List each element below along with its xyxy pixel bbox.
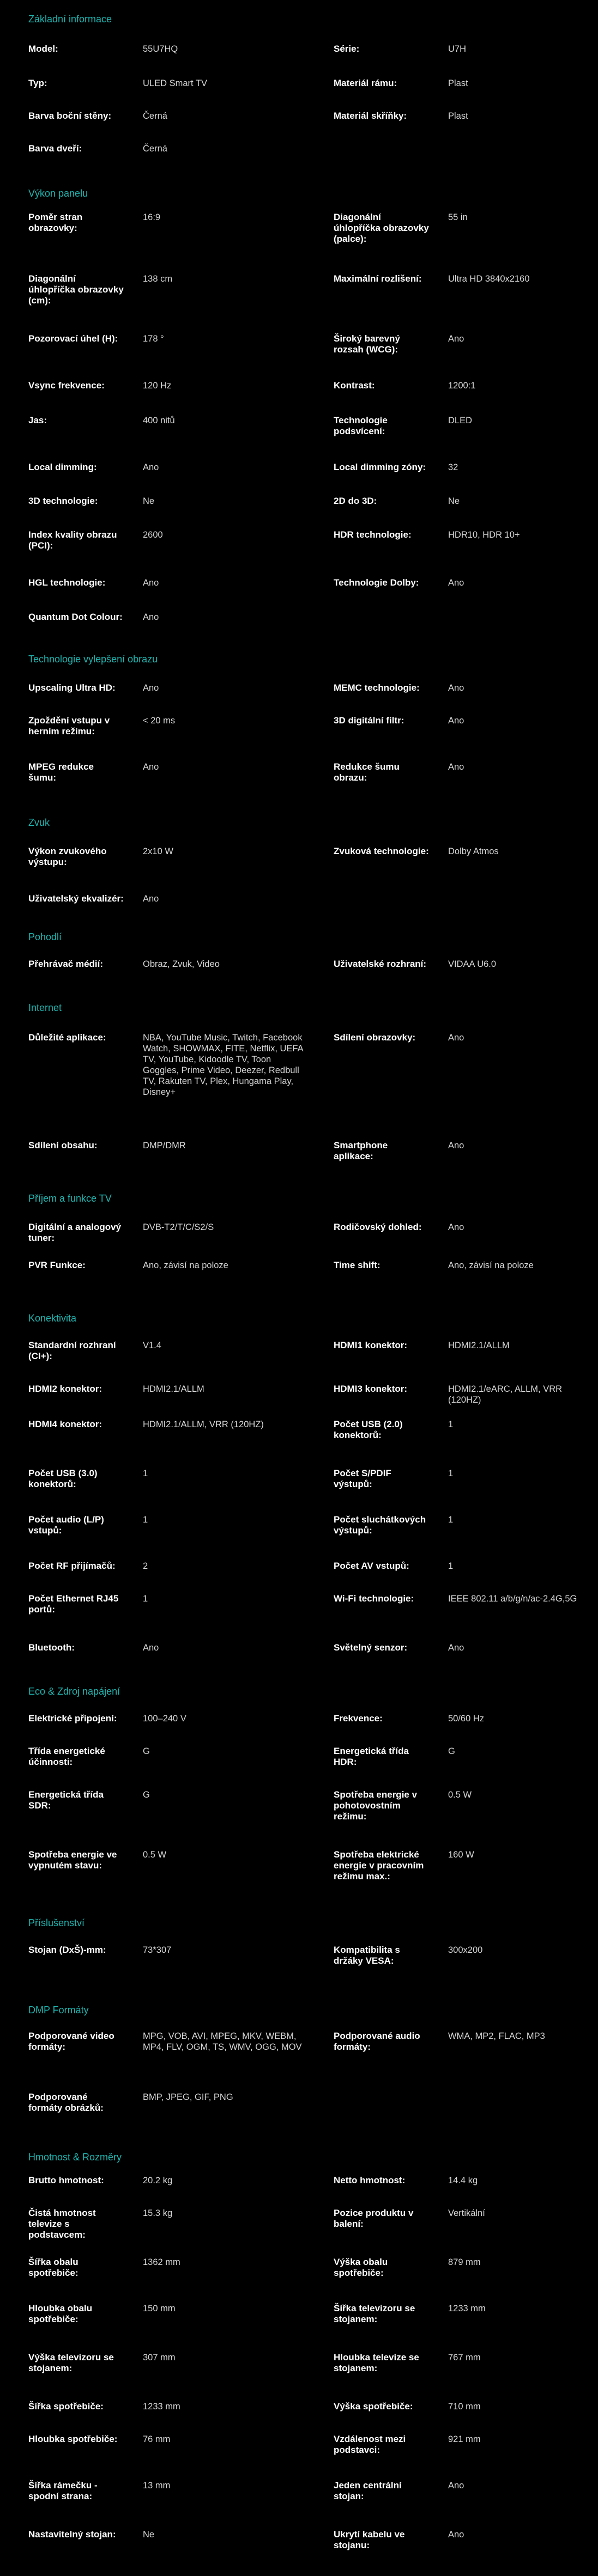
spec-value: 1362 mm xyxy=(143,2257,180,2267)
spec-label: Výška obalu spotřebiče: xyxy=(334,2257,388,2278)
spec-value: HDMI2.1/ALLM xyxy=(448,1341,510,1350)
spec-value: 20.2 kg xyxy=(143,2176,173,2185)
spec-value: 138 cm xyxy=(143,274,173,284)
spec-label: PVR Funkce: xyxy=(28,1260,86,1270)
spec-label: Barva boční stěny: xyxy=(28,111,112,121)
spec-label: Ukrytí kabelu ve stojanu: xyxy=(334,2529,405,2550)
spec-value: G xyxy=(143,1790,150,1800)
spec-label: Široký barevný rozsah (WCG): xyxy=(334,333,400,355)
spec-label: Kontrast: xyxy=(334,380,375,391)
spec-value: Plast xyxy=(448,111,468,121)
spec-label: Zpoždění vstupu v herním režimu: xyxy=(28,715,110,736)
section-title: Výkon panelu xyxy=(28,188,88,199)
section-title: Pohodlí xyxy=(28,931,62,942)
spec-value: ULED Smart TV xyxy=(143,78,207,88)
spec-value: Ano, závisí na poloze xyxy=(448,1260,534,1270)
spec-value: BMP, JPEG, GIF, PNG xyxy=(143,2092,233,2102)
spec-label: Energetická třída SDR: xyxy=(28,1789,104,1811)
spec-value: 0.5 W xyxy=(143,1850,167,1860)
spec-value: Vertikální xyxy=(448,2208,485,2218)
spec-label: HDMI1 konektor: xyxy=(334,1340,408,1350)
spec-label: Uživatelské rozhraní: xyxy=(334,959,427,969)
spec-label: Quantum Dot Colour: xyxy=(28,612,123,622)
spec-value: 300x200 xyxy=(448,1945,483,1955)
spec-value: 307 mm xyxy=(143,2353,176,2362)
spec-value: 100–240 V xyxy=(143,1714,186,1724)
spec-value: IEEE 802.11 a/b/g/n/ac-2.4G,5G xyxy=(448,1594,577,1604)
spec-value: 0.5 W xyxy=(448,1790,472,1800)
spec-label: Počet S/PDIF výstupů: xyxy=(334,1468,391,1489)
spec-label: Vzdálenost mezi podstavci: xyxy=(334,2434,406,2455)
spec-label: Šířka rámečku - spodní strana: xyxy=(28,2480,98,2501)
spec-label: Šířka obalu spotřebiče: xyxy=(28,2257,78,2278)
spec-value: Ano xyxy=(448,683,464,693)
spec-value: G xyxy=(143,1746,150,1756)
spec-value: Ultra HD 3840x2160 xyxy=(448,274,530,284)
spec-label: Redukce šumu obrazu: xyxy=(334,762,400,783)
spec-label: Počet Ethernet RJ45 portů: xyxy=(28,1593,119,1615)
spec-value: Ne xyxy=(448,496,460,506)
spec-value: Ano xyxy=(143,683,159,693)
spec-label: Série: xyxy=(334,44,360,54)
section-title: Základní informace xyxy=(28,14,112,25)
spec-value: Ano xyxy=(448,1643,464,1653)
spec-label: 3D technologie: xyxy=(28,496,98,506)
spec-label: Frekvence: xyxy=(334,1713,383,1724)
spec-value: Ano xyxy=(448,334,464,344)
spec-label: Upscaling Ultra HD: xyxy=(28,683,116,693)
spec-label: Šířka spotřebiče: xyxy=(28,2401,104,2411)
spec-label: Digitální a analogový tuner: xyxy=(28,1222,122,1243)
spec-value: Ne xyxy=(143,496,155,506)
spec-value: Černá xyxy=(143,111,167,121)
spec-label: HDR technologie: xyxy=(334,529,412,540)
section-title: Internet xyxy=(28,1002,62,1013)
spec-label: Nastavitelný stojan: xyxy=(28,2529,116,2540)
spec-value: HDMI2.1/ALLM xyxy=(143,1384,204,1394)
spec-label: Zvuková technologie: xyxy=(334,846,429,856)
spec-value: Dolby Atmos xyxy=(448,847,499,856)
spec-label: Spotřeba energie ve vypnutém stavu: xyxy=(28,1849,117,1871)
spec-label: Podporované video formáty: xyxy=(28,2031,114,2052)
spec-value: WMA, MP2, FLAC, MP3 xyxy=(448,2031,545,2041)
spec-label: 3D digitální filtr: xyxy=(334,715,404,726)
spec-label: Hloubka spotřebiče: xyxy=(28,2434,118,2444)
spec-label: Podporované audio formáty: xyxy=(334,2031,420,2052)
section-title: Příjem a funkce TV xyxy=(28,1193,112,1204)
spec-value: 879 mm xyxy=(448,2257,481,2267)
spec-value: Ano xyxy=(448,1033,464,1043)
spec-value: Ano xyxy=(448,578,464,588)
spec-label: Local dimming zóny: xyxy=(334,462,426,472)
spec-value: 16:9 xyxy=(143,212,161,222)
spec-value: 921 mm xyxy=(448,2434,481,2444)
spec-value: 55 in xyxy=(448,212,468,222)
spec-label: Poměr stran obrazovky: xyxy=(28,212,83,233)
spec-label: Čistá hmotnost televize s podstavcem: xyxy=(28,2208,96,2240)
spec-value: 1200:1 xyxy=(448,381,476,391)
spec-value: 1233 mm xyxy=(143,2402,180,2411)
spec-label: Stojan (DxŠ)-mm: xyxy=(28,1945,106,1955)
spec-value: Ano xyxy=(448,1141,464,1150)
section-title: Eco & Zdroj napájení xyxy=(28,1686,120,1697)
spec-label: Typ: xyxy=(28,78,47,88)
spec-value: Ano xyxy=(448,716,464,726)
spec-label: Local dimming: xyxy=(28,462,97,472)
spec-label: Elektrické připojení: xyxy=(28,1713,117,1724)
spec-value: 178 ° xyxy=(143,334,164,344)
section-title: Technologie vylepšení obrazu xyxy=(28,654,158,665)
spec-value: 400 nitů xyxy=(143,416,175,425)
spec-label: HDMI3 konektor: xyxy=(334,1384,408,1394)
spec-value: 120 Hz xyxy=(143,381,172,391)
spec-value: 1 xyxy=(143,1515,148,1525)
spec-value: DLED xyxy=(448,416,473,425)
spec-label: Počet RF přijímačů: xyxy=(28,1561,116,1571)
spec-label: Počet sluchátkových výstupů: xyxy=(334,1514,426,1536)
spec-value: 1 xyxy=(448,1515,454,1525)
spec-label: Smartphone aplikace: xyxy=(334,1140,388,1161)
spec-label: Pozorovací úhel (H): xyxy=(28,333,118,344)
spec-label: Podporované formáty obrázků: xyxy=(28,2092,104,2113)
spec-value: Ano xyxy=(448,2530,464,2540)
spec-label: Maximální rozlišení: xyxy=(334,273,422,284)
spec-value: 160 W xyxy=(448,1850,474,1860)
spec-value: 150 mm xyxy=(143,2304,176,2313)
spec-value: Ano xyxy=(143,762,159,772)
spec-value: 14.4 kg xyxy=(448,2176,478,2185)
spec-value: 1233 mm xyxy=(448,2304,486,2313)
spec-value: Ano xyxy=(143,612,159,622)
spec-label: Sdílení obsahu: xyxy=(28,1140,98,1150)
spec-label: Sdílení obrazovky: xyxy=(334,1032,416,1043)
spec-label: Vsync frekvence: xyxy=(28,380,105,391)
spec-label: Šířka televizoru se stojanem: xyxy=(334,2303,415,2324)
spec-label: Výkon zvukového výstupu: xyxy=(28,846,107,867)
spec-value: 1 xyxy=(143,1469,148,1478)
spec-label: Důležité aplikace: xyxy=(28,1032,106,1043)
spec-label: Počet USB (3.0) konektorů: xyxy=(28,1468,98,1489)
spec-label: Pozice produktu v balení: xyxy=(334,2208,414,2229)
spec-label: Třída energetické účinnosti: xyxy=(28,1746,105,1767)
spec-value: Ano xyxy=(448,2481,464,2490)
spec-label: MPEG redukce šumu: xyxy=(28,762,94,783)
spec-label: Materiál rámu: xyxy=(334,78,397,88)
spec-label: Time shift: xyxy=(334,1260,380,1270)
spec-value: 710 mm xyxy=(448,2402,481,2411)
spec-value: Ano xyxy=(143,578,159,588)
section-title: Příslušenství xyxy=(28,1917,85,1928)
spec-label: Netto hmotnost: xyxy=(334,2175,406,2185)
spec-value: Ano xyxy=(143,894,159,904)
spec-label: Materiál skříňky: xyxy=(334,111,407,121)
spec-value: DVB-T2/T/C/S2/S xyxy=(143,1222,214,1232)
section-title: Zvuk xyxy=(28,817,50,828)
spec-label: Světelný senzor: xyxy=(334,1642,408,1653)
spec-label: HGL technologie: xyxy=(28,577,106,588)
spec-value: DMP/DMR xyxy=(143,1141,186,1150)
spec-label: Technologie Dolby: xyxy=(334,577,419,588)
spec-value: VIDAA U6.0 xyxy=(448,959,497,969)
spec-value: 2600 xyxy=(143,530,163,540)
spec-value: 55U7HQ xyxy=(143,44,178,54)
spec-value: Ano, závisí na poloze xyxy=(143,1260,228,1270)
spec-value: 1 xyxy=(448,1420,454,1429)
spec-value: Plast xyxy=(448,78,468,88)
spec-label: Technologie podsvícení: xyxy=(334,415,388,436)
spec-label: Hloubka obalu spotřebiče: xyxy=(28,2303,93,2324)
spec-label: Model: xyxy=(28,44,58,54)
spec-value: HDMI2.1/eARC, ALLM, VRR (120HZ) xyxy=(448,1384,563,1405)
spec-value: Obraz, Zvuk, Video xyxy=(143,959,220,969)
spec-label: Energetická třída HDR: xyxy=(334,1746,409,1767)
spec-label: Uživatelský ekvalizér: xyxy=(28,893,124,904)
spec-value: U7H xyxy=(448,44,467,54)
spec-label: Bluetooth: xyxy=(28,1642,75,1653)
spec-label: Kompatibilita s držáky VESA: xyxy=(334,1945,400,1966)
spec-label: Barva dveří: xyxy=(28,143,82,154)
spec-value: 76 mm xyxy=(143,2434,171,2444)
spec-label: MEMC technologie: xyxy=(334,683,420,693)
spec-value: Ano xyxy=(143,1643,159,1653)
spec-value: Ano xyxy=(448,1222,464,1232)
spec-label: Přehrávač médií: xyxy=(28,959,104,969)
spec-value: 1 xyxy=(448,1469,454,1478)
spec-label: Wi-Fi technologie: xyxy=(334,1593,414,1604)
section-title: Hmotnost & Rozměry xyxy=(28,2152,122,2163)
spec-label: Výška televizoru se stojanem: xyxy=(28,2352,114,2373)
section-title: Konektivita xyxy=(28,1313,77,1324)
spec-label: Spotřeba elektrické energie v pracovním režimu max.: xyxy=(334,1849,424,1881)
spec-value: 50/60 Hz xyxy=(448,1714,485,1724)
spec-label: Počet AV vstupů: xyxy=(334,1561,409,1571)
spec-value: G xyxy=(448,1746,455,1756)
spec-value: 2x10 W xyxy=(143,847,173,856)
spec-label: 2D do 3D: xyxy=(334,496,377,506)
spec-label: Počet USB (2.0) konektorů: xyxy=(334,1419,403,1440)
spec-value: HDMI2.1/ALLM, VRR (120HZ) xyxy=(143,1420,264,1429)
spec-value: 1 xyxy=(143,1594,148,1604)
spec-label: Index kvality obrazu (PCI): xyxy=(28,529,117,551)
spec-value: < 20 ms xyxy=(143,716,176,726)
spec-value: Černá xyxy=(143,144,167,154)
spec-label: Brutto hmotnost: xyxy=(28,2175,104,2185)
spec-value: HDR10, HDR 10+ xyxy=(448,530,520,540)
spec-label: Počet audio (L/P) vstupů: xyxy=(28,1514,104,1536)
spec-value: NBA, YouTube Music, Twitch, Facebook Watch, SHOWMAX, FITE, Netflix, UEFA TV, YouTube, Kidoodle TV, Toon Goggles, Prime Video, Deezer, Redbull TV, Rakuten TV, Plex, Hungama Play, Disney+ xyxy=(143,1033,303,1097)
spec-label: HDMI4 konektor: xyxy=(28,1419,102,1429)
spec-value: 767 mm xyxy=(448,2353,481,2362)
spec-value: MPG, VOB, AVI, MPEG, MKV, WEBM, MP4, FLV, OGM, TS, WMV, OGG, MOV xyxy=(143,2031,302,2052)
spec-label: Jas: xyxy=(28,415,47,425)
spec-value: 15.3 kg xyxy=(143,2208,173,2218)
spec-value: 73*307 xyxy=(143,1945,172,1955)
spec-value: Ano xyxy=(448,762,464,772)
spec-value: 32 xyxy=(448,462,458,472)
spec-value: 1 xyxy=(448,1561,454,1571)
spec-value: 13 mm xyxy=(143,2481,171,2490)
section-title: DMP Formáty xyxy=(28,2005,89,2015)
spec-value: Ano xyxy=(143,462,159,472)
spec-label: Rodičovský dohled: xyxy=(334,1222,422,1232)
spec-label: Výška spotřebiče: xyxy=(334,2401,413,2411)
spec-label: Hloubka televize se stojanem: xyxy=(334,2352,419,2373)
spec-label: Spotřeba energie v pohotovostním režimu: xyxy=(334,1789,418,1822)
spec-label: Standardní rozhraní (CI+): xyxy=(28,1340,116,1361)
spec-value: V1.4 xyxy=(143,1341,161,1350)
spec-label: Diagonální úhlopříčka obrazovky (cm): xyxy=(28,273,124,306)
spec-value: Ne xyxy=(143,2530,155,2540)
spec-value: 2 xyxy=(143,1561,148,1571)
spec-label: Diagonální úhlopříčka obrazovky (palce): xyxy=(334,212,429,244)
spec-label: Jeden centrální stojan: xyxy=(334,2480,402,2501)
spec-label: HDMI2 konektor: xyxy=(28,1384,102,1394)
